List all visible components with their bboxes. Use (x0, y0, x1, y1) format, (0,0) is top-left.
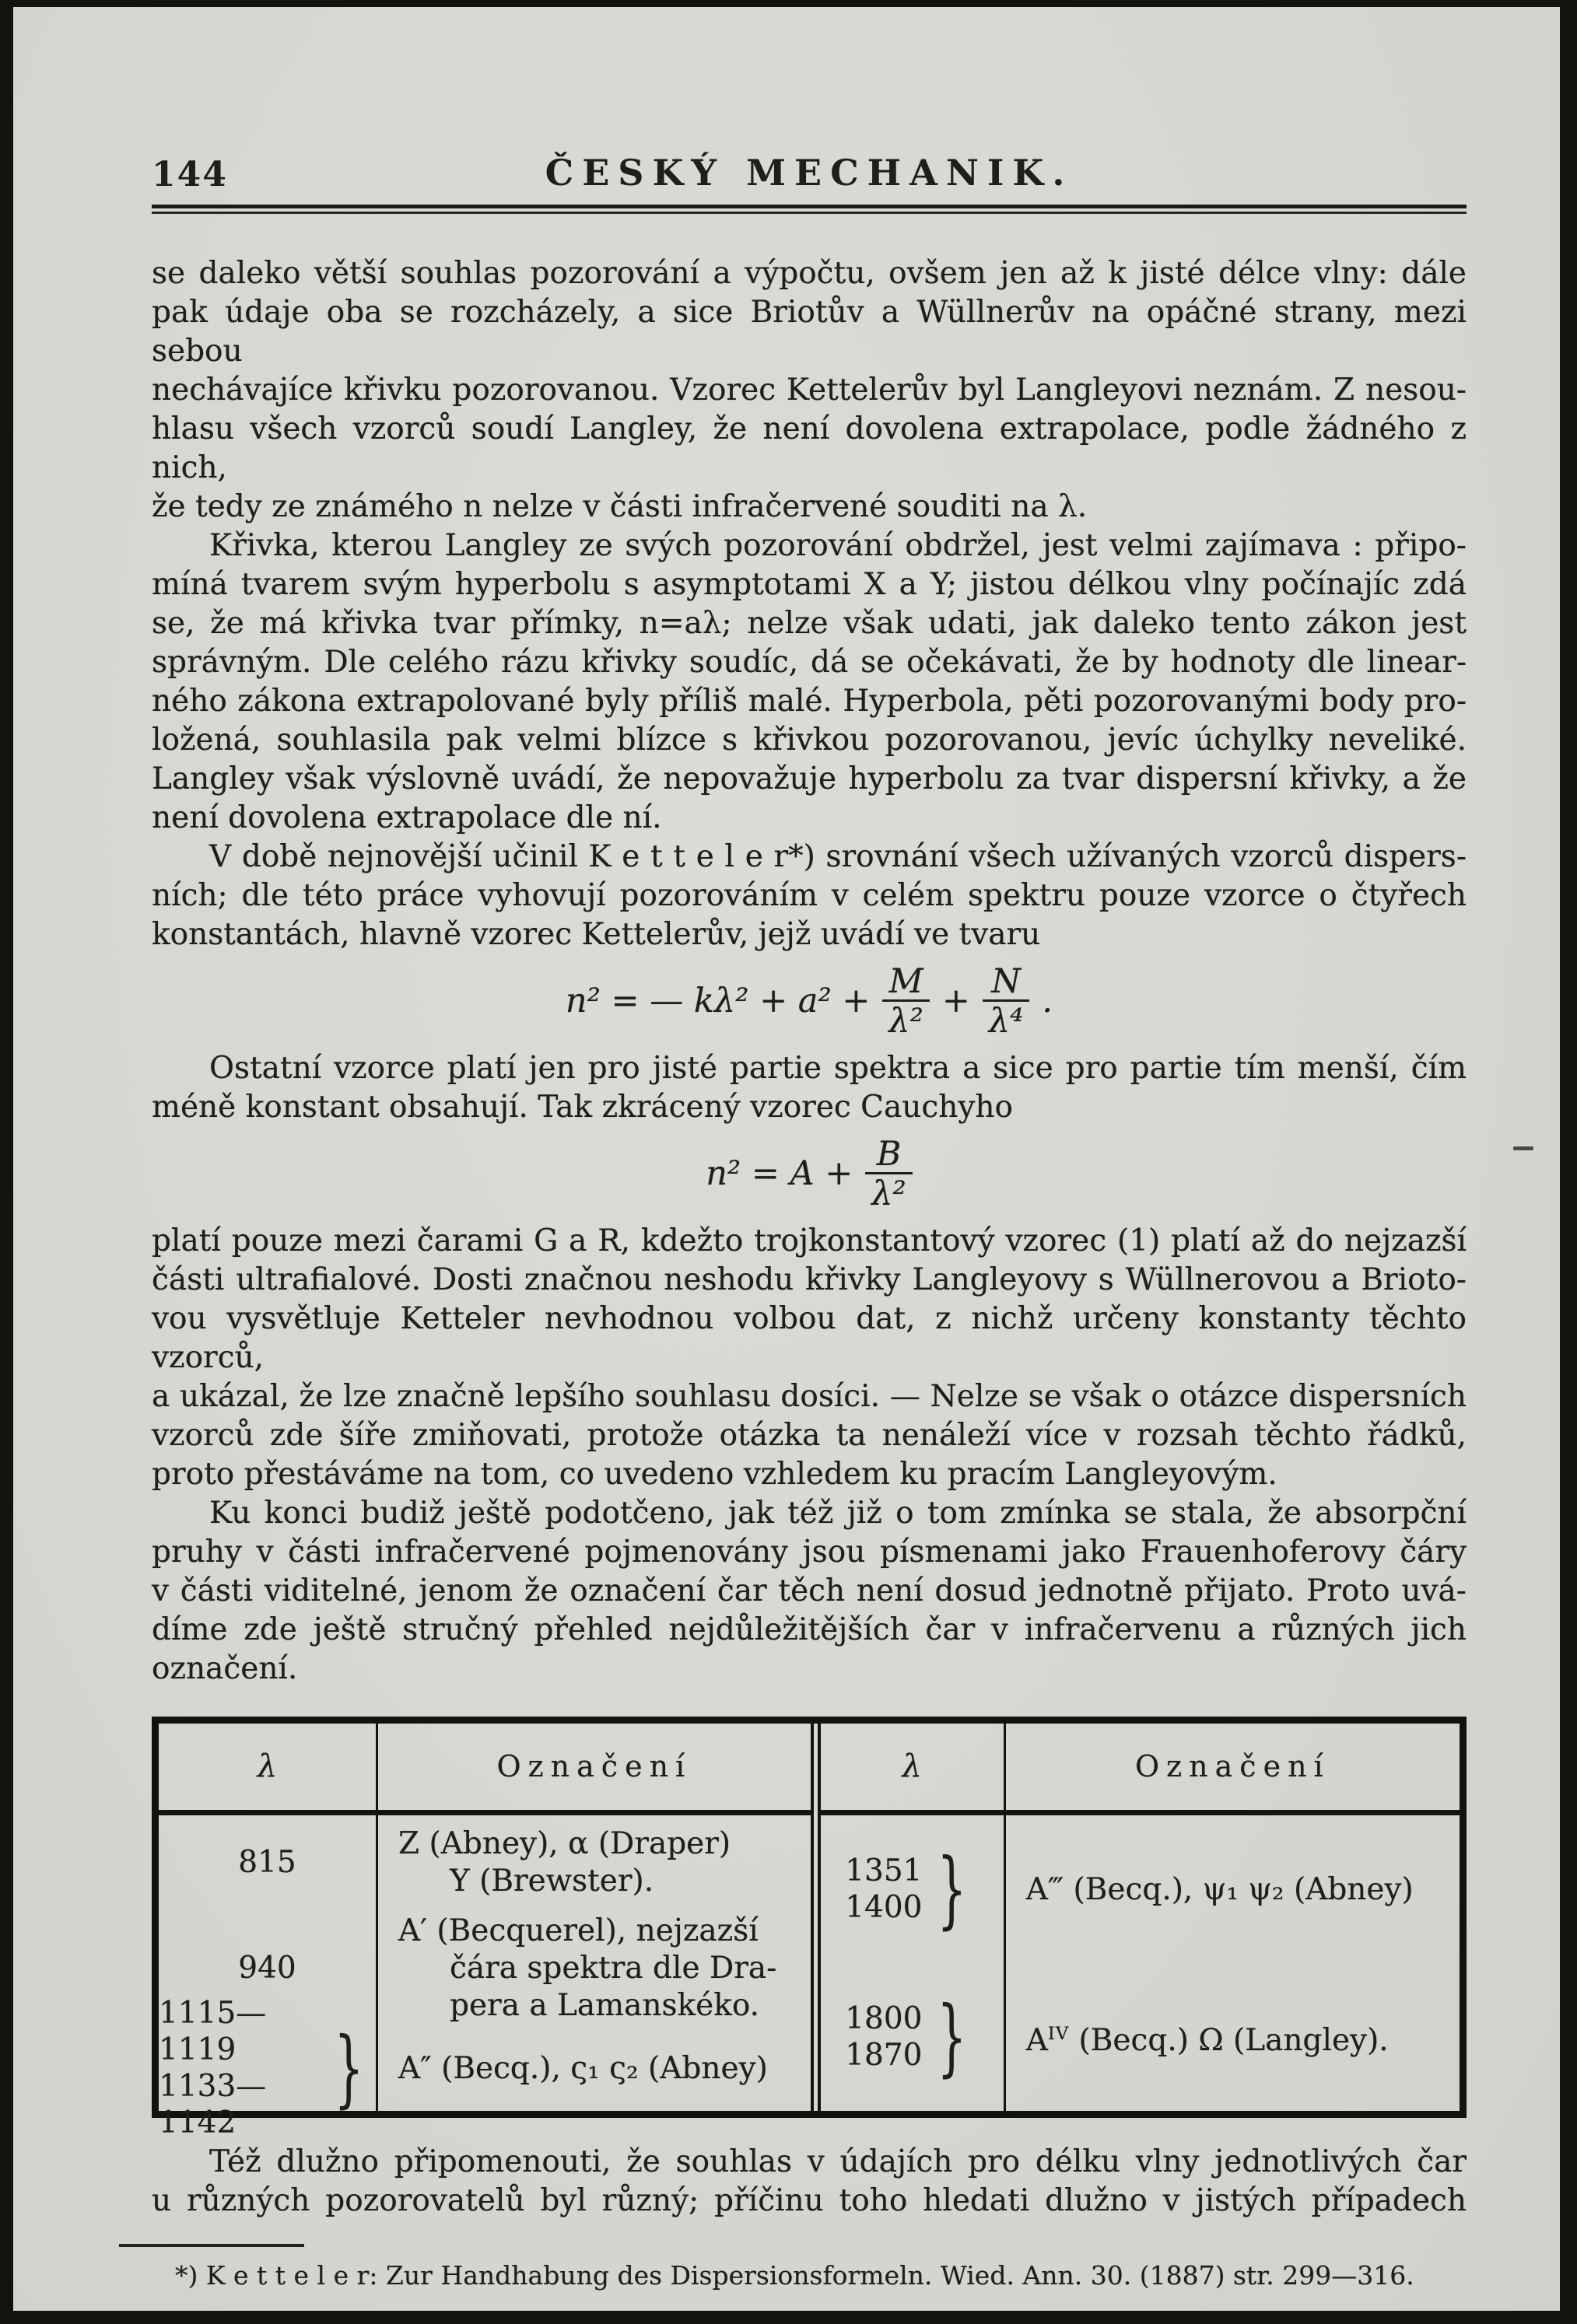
designation-940 (378, 1910, 811, 2027)
text-line: Ku konci budiž ještě podotčeno, jak též již o tom zmínka se stala, že absorpční (209, 1495, 1467, 1531)
footnote (152, 2244, 1467, 2292)
text-line: hlasu všech vzorců soudí Langley, že není dovolena extrapolace, podle žádného z nich, (152, 411, 1467, 485)
text-line: ložená, souhlasila pak velmi blízce s křivkou pozorovanou, jevíc úchylky neveliké. (152, 723, 1467, 758)
designation-line: čára spektra dle Dra- (450, 1950, 777, 1986)
lambda-pair-1351-1400 (821, 1815, 1006, 1965)
lambda-range: 1133—1142 (159, 2068, 267, 2140)
formula-fraction-M (882, 964, 930, 1040)
text-line: nechávajíce křivku pozorovanou. Vzorec Kettelerův byl Langleyovi neznám. Z nesou- (152, 373, 1467, 408)
designation-line: A′ (Becquerel), nejzazší (398, 1913, 759, 1948)
scan-edge-bottom (0, 2311, 1577, 2324)
text-line: v části viditelné, jenom že označení čar těch není dosud jednotně přijato. Proto uvá- (152, 1573, 1467, 1608)
designation-1351-1400 (1006, 1815, 1460, 1965)
text-line: míná tvarem svým hyperbolu s asymptotami X a Y; jistou délkou vlny počínajíc zdá (152, 567, 1467, 602)
fraction-numerator: B (876, 1134, 902, 1174)
fraction-denominator: λ⁴ (983, 999, 1030, 1039)
column-header-lambda: λ (159, 1724, 378, 1815)
text-line: Též dlužno připomenouti, že souhlas v údajích pro délku vlny jednotlivých čar (209, 2144, 1467, 2179)
text-line: se, že má křivka tvar přímky, n=aλ; nelze však udati, jak daleko tento zákon jest (152, 606, 1467, 641)
scan-edge-left (0, 0, 13, 2324)
designation-line: A″ (Becq.), ς₁ ς₂ (Abney) (398, 2050, 768, 2086)
text-line: platí pouze mezi čarami G a R, kdežto trojkonstantový vzorec (1) platí až do nejzazší (152, 1223, 1467, 1258)
text-line: není dovolena extrapolace dle ní. (152, 800, 662, 835)
text-line: pruhy v části infračervené pojmenovány jsou písmenami jako Frauenhoferovy čáry (152, 1534, 1467, 1570)
ketteler-dispersion-formula (152, 964, 1467, 1040)
page-header (152, 152, 1467, 214)
formula-period: . (1042, 982, 1053, 1021)
paragraph-7 (152, 2143, 1467, 2221)
designation-line: A‴ (Becq.), ψ₁ ψ₂ (Abney) (1025, 1871, 1414, 1907)
scan-edge-right (1560, 0, 1577, 2324)
lambda-pair (159, 1996, 376, 2141)
text-line: Langley však výslovně uvádí, že nepovažuje hyperbolu za tvar dispersní křivky, a že (152, 761, 1467, 796)
lambda-pair-values (845, 2001, 922, 2074)
journal-title: ČESKÝ MECHANIK. (545, 152, 1074, 194)
designation-line: Y (Brewster). (450, 1863, 654, 1899)
text-line: ních; dle této práce vyhovují pozorováním v celém spektru pouze vzorce o čtyřech (152, 878, 1467, 913)
text-line: se daleko větší souhlas pozorování a výpočtu, ovšem jen až k jisté délce vlny: dále (152, 256, 1467, 291)
lambda-pair (845, 1840, 979, 1938)
footnote-rule (119, 2244, 304, 2247)
lambda-range-values (159, 1996, 319, 2141)
text-line: že tedy ze známého n nelze v části infračervené souditi na λ. (152, 489, 1088, 524)
designation-line (1026, 2015, 1389, 2060)
text-line: méně konstant obsahují. Tak zkrácený vzorec Cauchyho (152, 1089, 1013, 1125)
text-line: pak údaje oba se rozcházely, a sice Briotův a Wüllnerův na opáčné strany, mezi sebou (152, 295, 1467, 369)
text-line: vou vysvětluje Ketteler nevhodnou volbou dat, z nichž určeny konstanty těchto vzorců, (152, 1300, 1467, 1375)
designation-rest: (Becq.) Ω (Langley). (1069, 2023, 1389, 2059)
lambda-value: 1400 (845, 1889, 923, 1925)
formula-fraction-N (983, 964, 1030, 1040)
text-line: díme zde ještě stručný přehled nejdůležitějších čar v infračervenu a různých jich (152, 1612, 1467, 1647)
formula-plus: + (941, 982, 970, 1021)
table-middle-divider (811, 1724, 821, 2111)
paragraph-5 (152, 1222, 1467, 1494)
paragraph-6 (152, 1494, 1467, 1689)
designation-1115-1142 (378, 2027, 811, 2111)
text-line: u různých pozorovatelů byl různý; příčinu toho hledati dlužno v jistých případech (152, 2182, 1467, 2218)
designation-superscript: IV (1047, 2024, 1070, 2045)
table-left-half (159, 1724, 811, 2140)
fraction-denominator: λ² (865, 1172, 913, 1212)
footnote-text: *) K e t t e l e r: Zur Handhabung des Dispersionsformeln. Wied. Ann. 30. (1887) str. 299—316. (175, 2259, 1414, 2291)
lambda-range-1115-1142 (159, 1996, 378, 2140)
text-line: proto přestáváme na tom, co uvedeno vzhledem ku pracím Langleyovým. (152, 1456, 1277, 1492)
text-line: ného zákona extrapolované byly příliš malé. Hyperbola, pěti pozorovanými body pro- (152, 684, 1467, 719)
text-line: části ultrafialové. Dosti značnou neshodu křivky Langleyovy s Wüllnerovou a Brioto- (152, 1262, 1467, 1297)
page-number: 144 (152, 155, 228, 194)
lambda-pair-1800-1870 (821, 1965, 1006, 2111)
lambda-value-940: 940 (159, 1910, 378, 2027)
formula-lead: n² = A + (706, 1154, 853, 1194)
page-content (152, 152, 1467, 2292)
paragraph-2 (152, 527, 1467, 838)
lambda-pair-values (845, 1853, 922, 1927)
text-line: Ostatní vzorce platí jen pro jisté partie spektra a sice pro partie tím menší, čím (209, 1050, 1467, 1086)
header-rule (152, 205, 1467, 214)
brace-glyph: } (937, 1988, 967, 2086)
text-line: Křivka, kterou Langley ze svých pozorování obdržel, jest velmi zajímava : připo- (209, 528, 1467, 563)
column-header-oznaceni: Označení (378, 1724, 811, 1815)
formula-lead: n² = — kλ² + a² + (565, 982, 871, 1021)
column-header-lambda: λ (821, 1724, 1006, 1815)
brace-glyph: } (937, 1840, 967, 1938)
text-line: V době nejnovější učinil K e t t e l e r*) srovnání všech užívaných vzorců dispers- (209, 839, 1467, 874)
scan-artifact-dash (1513, 1146, 1533, 1150)
designation-815 (378, 1815, 811, 1910)
lambda-value: 1351 (845, 1853, 923, 1888)
paragraph-1 (152, 254, 1467, 527)
text-line: vzorců zde šíře zmiňovati, protože otázka ta nenáleží více v rozsah těchto řádků, (152, 1417, 1467, 1453)
paragraph-3 (152, 838, 1467, 954)
designation-1800-1870 (1006, 1965, 1460, 2111)
cauchy-formula (152, 1136, 1467, 1213)
wavelength-table (152, 1717, 1467, 2140)
lambda-value: 1870 (845, 2037, 923, 2073)
brace-glyph: } (334, 2019, 364, 2117)
formula-fraction-B (865, 1136, 913, 1213)
lambda-value: 1800 (845, 2000, 923, 2036)
text-line: a ukázal, že lze značně lepšího souhlasu dosíci. — Nelze se však o otázce dispersních (152, 1378, 1467, 1414)
lambda-range: 1115—1119 (159, 1996, 267, 2067)
column-header-oznaceni: Označení (1006, 1724, 1460, 1815)
text-line: označení. (152, 1650, 298, 1686)
lambda-pair (845, 1988, 979, 2086)
designation-line: Z (Abney), α (Draper) (398, 1825, 731, 1861)
designation-line: pera a Lamanskéko. (450, 1987, 760, 2023)
body-text (152, 254, 1467, 2292)
text-line: konstantách, hlavně vzorec Kettelerův, jejž uvádí ve tvaru (152, 917, 1041, 952)
fraction-numerator: N (991, 962, 1021, 1001)
text-line: správným. Dle celého rázu křivky soudíc, dá se očekávati, že by hodnoty dle linear- (152, 645, 1467, 680)
fraction-denominator: λ² (882, 999, 930, 1039)
paragraph-4 (152, 1049, 1467, 1127)
lambda-value-815: 815 (159, 1815, 378, 1910)
scan-edge-top (0, 0, 1577, 7)
table-right-half (821, 1724, 1460, 2111)
designation-base: A (1025, 2023, 1048, 2059)
fraction-numerator: M (888, 962, 923, 1001)
